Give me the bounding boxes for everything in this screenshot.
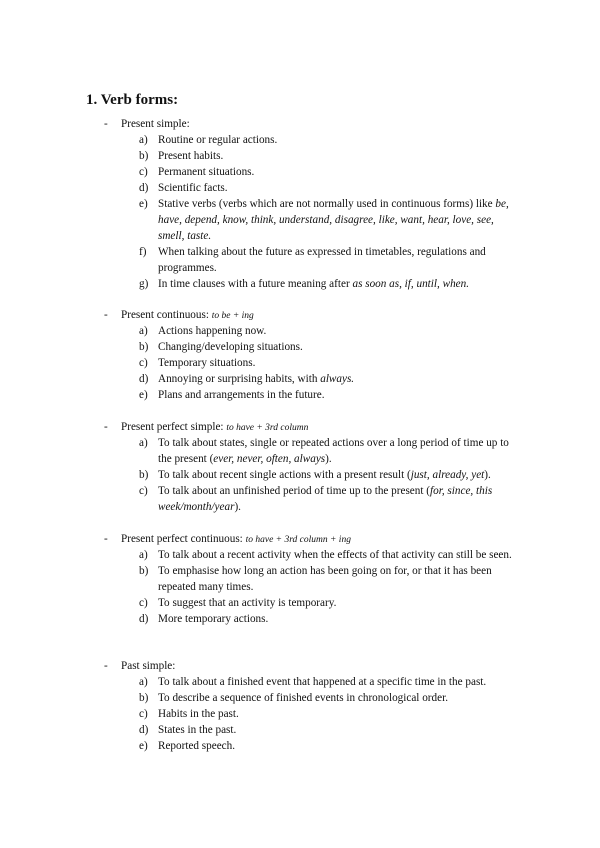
formula: to be + ing [211, 311, 254, 321]
formula: to have + 3rd column + ing [245, 535, 351, 545]
dash-bullet: - [104, 421, 108, 433]
section-title: Present perfect simple: to have + 3rd column [121, 421, 309, 433]
section-title: Past simple: [121, 660, 176, 672]
list-item: d) Annoying or surprising habits, with always. [139, 373, 355, 385]
list-item: d) Scientific facts. [139, 182, 228, 194]
list-item: b) Changing/developing situations. [139, 341, 303, 353]
list-item: a) Routine or regular actions. [139, 134, 278, 146]
list-item: b) To describe a sequence of finished events in chronological order. [139, 692, 448, 704]
item-list [0, 547, 600, 627]
list-item: d) More temporary actions. [139, 613, 269, 625]
dash-bullet: - [104, 118, 108, 130]
list-item: b) Present habits. [139, 150, 224, 162]
list-item: b) To talk about recent single actions with a present result (just, already, yet). [139, 469, 491, 481]
item-list [0, 132, 600, 292]
list-item: a) To talk about a finished event that happened at a specific time in the past. [139, 676, 487, 688]
formula: to have + 3rd column [226, 423, 309, 433]
list-item: e) Stative verbs (verbs which are not normally used in continuous forms) like be, have, depend, know, think, understand, disagree, like, want, hear, love, see, smell, taste. [139, 198, 509, 242]
dash-bullet: - [104, 660, 108, 672]
list-item: c) Temporary situations. [139, 357, 256, 369]
list-item: a) To talk about states, single or repeated actions over a long period of time up to the present (ever, never, often, always). [139, 437, 509, 465]
list-item: a) To talk about a recent activity when the effects of that activity can still be seen. [139, 549, 512, 561]
list-item: g) In time clauses with a future meaning after as soon as, if, until, when. [139, 278, 470, 290]
section-title: Present perfect continuous: to have + 3rd column + ing [121, 533, 351, 545]
list-item: c) Permanent situations. [139, 166, 255, 178]
dash-bullet: - [104, 309, 108, 321]
list-item: b) To emphasise how long an action has been going on for, or that it has been repeated many times. [139, 565, 492, 593]
list-item: a) Actions happening now. [139, 325, 267, 337]
list-item: e) Plans and arrangements in the future. [139, 389, 325, 401]
section-title: Present simple: [121, 118, 190, 130]
item-list [0, 435, 600, 515]
list-item: c) Habits in the past. [139, 708, 239, 720]
list-item: d) States in the past. [139, 724, 237, 736]
page-title: 1. Verb forms: [86, 92, 179, 108]
section-title: Present continuous: to be + ing [121, 309, 254, 321]
list-item: c) To suggest that an activity is temporary. [139, 597, 337, 609]
dash-bullet: - [104, 533, 108, 545]
list-item: c) To talk about an unfinished period of time up to the present (for, since, this week/month/year). [139, 485, 493, 513]
item-list [0, 674, 600, 754]
list-item: e) Reported speech. [139, 740, 236, 752]
item-list [0, 323, 600, 403]
list-item: f) When talking about the future as expressed in timetables, regulations and programmes. [139, 246, 486, 274]
